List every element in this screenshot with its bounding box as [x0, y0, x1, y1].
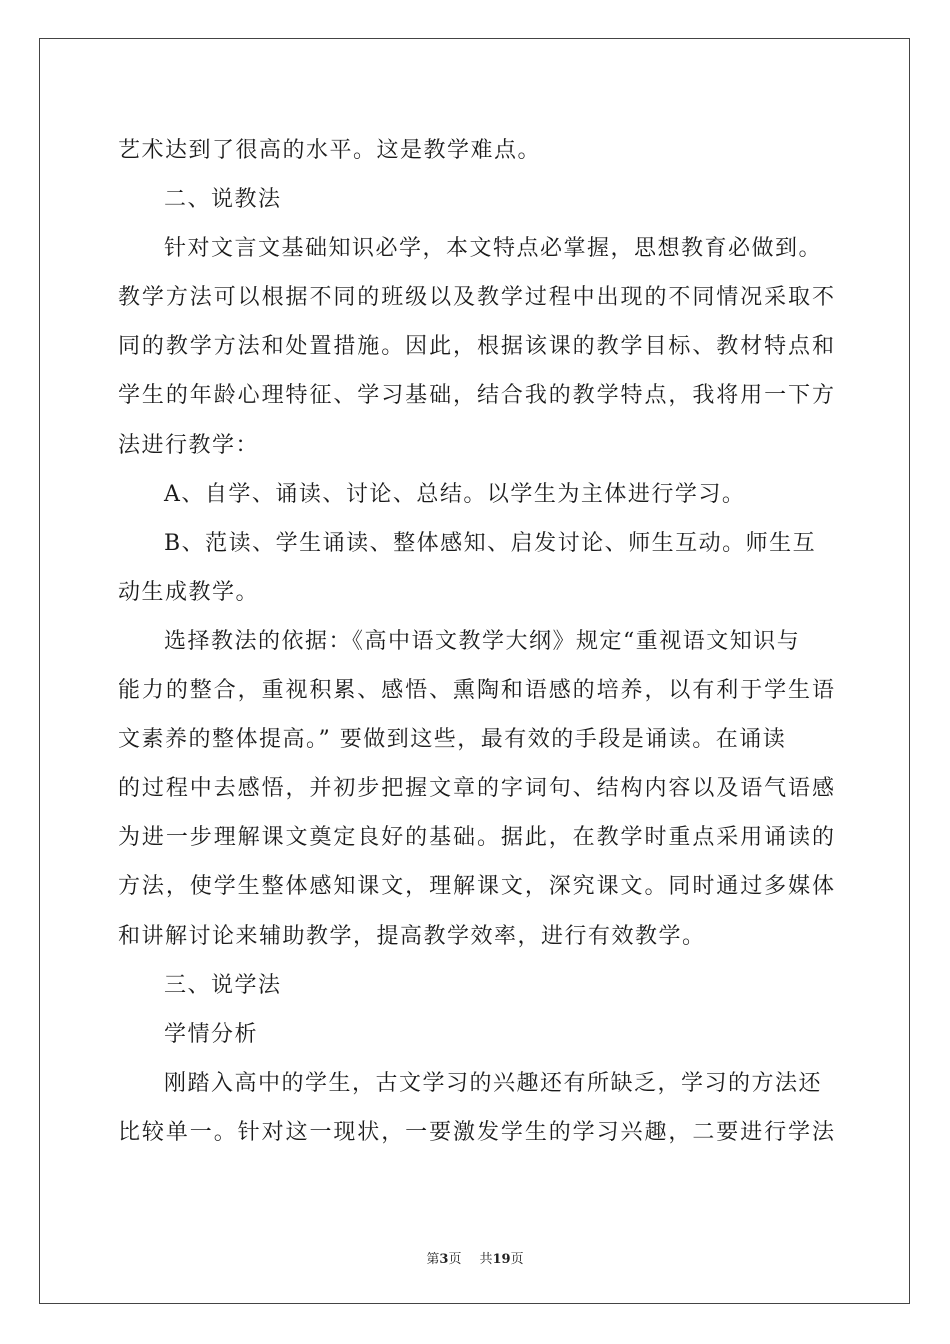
list-item-a: A、自学、诵读、讨论、总结。以学生为主体进行学习。	[164, 481, 746, 507]
footer-page-prefix: 第	[426, 1252, 440, 1267]
text-line: 刚踏入高中的学生，古文学习的兴趣还有所缺乏，学习的方法还	[164, 1070, 823, 1096]
footer-total-suffix: 页	[510, 1252, 524, 1267]
text-line: 方法，使学生整体感知课文，理解课文，深究课文。同时通过多媒体	[118, 874, 834, 900]
text-line: 针对文言文基础知识必学，本文特点必掌握，思想教育必做到。	[164, 236, 823, 262]
text-line: 和讲解讨论来辅助教学，提高教学效率，进行有效教学。	[118, 923, 706, 949]
text-line: 学生的年龄心理特征、学习基础，结合我的教学特点，我将用一下方	[118, 383, 834, 409]
list-item-b: B、范读、学生诵读、整体感知、启发讨论、师生互动。师生互	[164, 530, 817, 556]
text-line: 同的教学方法和处置措施。因此，根据该课的教学目标、教材特点和	[118, 334, 834, 360]
text-line: 法进行教学：	[118, 432, 260, 458]
section-heading-teaching-method: 二、说教法	[164, 187, 282, 213]
text-line: 教学方法可以根据不同的班级以及教学过程中出现的不同情况采取不	[118, 285, 834, 311]
text-line: 为进一步理解课文奠定良好的基础。据此，在教学时重点采用诵读的	[118, 825, 834, 851]
footer-total-prefix: 共	[479, 1252, 493, 1267]
page-footer	[0, 1248, 950, 1267]
text-line: 艺术达到了很高的水平。这是教学难点。	[118, 138, 542, 163]
text-line: 动生成教学。	[118, 579, 260, 605]
text-line: 比较单一。针对这一现状，一要激发学生的学习兴趣，二要进行学法	[118, 1119, 834, 1145]
text-line: 的过程中去感悟，并初步把握文章的字词句、结构内容以及语气语感	[118, 776, 834, 802]
section-heading-learning-method: 三、说学法	[164, 972, 282, 998]
footer-total-pages: 19	[492, 1252, 511, 1267]
footer-page-suffix: 页	[448, 1252, 462, 1267]
document-body	[118, 126, 834, 1157]
text-line: 文素养的整体提高。” 要做到这些，最有效的手段是诵读。在诵读	[118, 727, 787, 753]
text-line: 选择教法的依据：《高中语文教学大纲》规定“重视语文知识与	[164, 628, 801, 654]
text-line: 能力的整合，重视积累、感悟、熏陶和语感的培养，以有利于学生语	[118, 678, 834, 704]
footer-page-number: 3	[439, 1252, 449, 1267]
subheading-learning-analysis: 学情分析	[164, 1021, 259, 1047]
